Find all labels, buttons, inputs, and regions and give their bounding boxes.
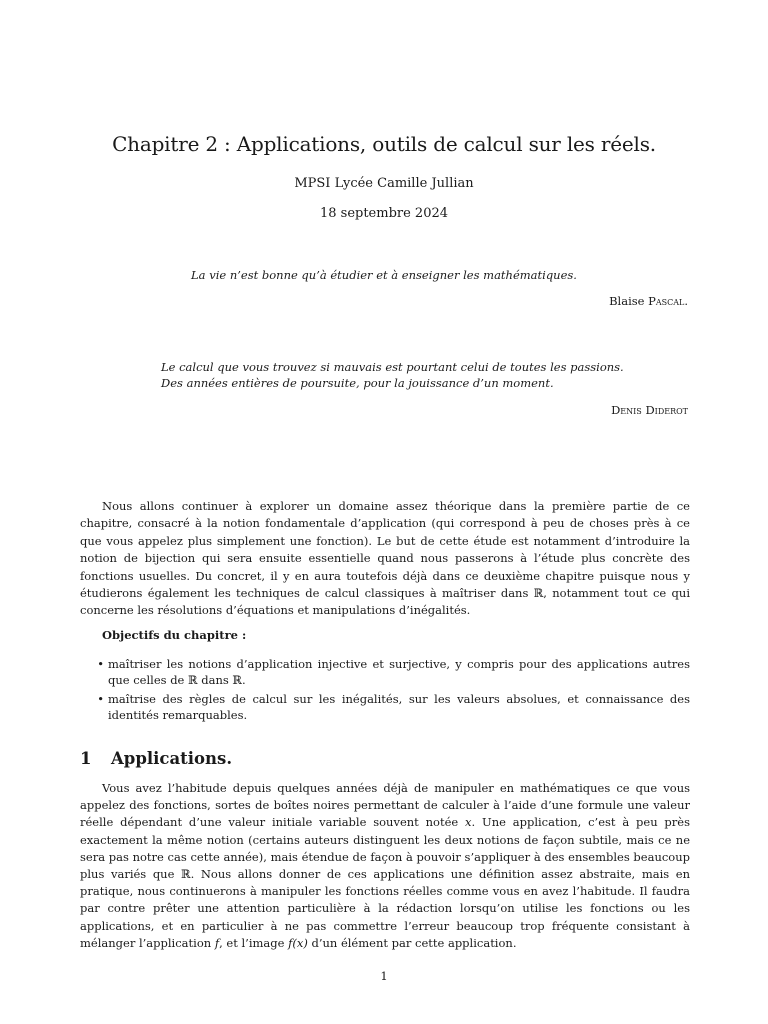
epigraph-diderot-quote [161,359,624,391]
section-text-part-3: , et l’image [219,935,289,950]
objective-item [80,656,690,689]
page-number: 1 [380,969,388,983]
epigraph-diderot-first-name: Denis [611,403,642,417]
section-text-part-1: Vous avez l’habitude depuis quelques années déjà de manipuler en mathématiques ce que vous appelez des fonctions, sortes de boîtes noires permettant de calculer à l’aide d’une formule une valeur réelle dépendant d’une valeur initiale variable souvent notée [80,781,690,830]
bullet-icon: • [97,691,104,706]
chapter-title: Chapitre 2 : Applications, outils de calcul sur les réels. [112,132,656,156]
section-paragraph [80,780,690,952]
objective-text: maîtriser les notions d’application injective et surjective, y compris pour des applications autres que celles de ℝ dans ℝ. [108,657,690,688]
date-line: 18 septembre 2024 [319,206,449,221]
section-heading [80,749,232,768]
epigraph-diderot-attribution [611,403,688,417]
math-variable-x: x [465,815,472,830]
epigraph-pascal-attribution [609,294,688,308]
section-text-part-4: d’un élément par cette application. [307,935,517,950]
objective-item [80,691,690,724]
bullet-icon: • [97,657,104,671]
objectives-list [80,656,690,726]
epigraph-pascal-first-name: Blaise [609,294,645,308]
objectives-heading: Objectifs du chapitre : [102,628,247,642]
author-line: MPSI Lycée Camille Jullian [294,176,474,191]
objective-text: maîtrise des règles de calcul sur les inégalités, sur les valeurs absolues, et connaissance des identités remarquables. [108,691,690,723]
intro-paragraph: Nous allons continuer à explorer un domaine assez théorique dans la première partie de ce chapitre, consacré à la notion fondamentale d’application (qui correspond à peu de choses près à ce que vous appelez plus simplement une fonction). Le but de cette étude est notamment d’introduire la notion de bijection qui sera ensuite essentielle quand nous passerons à l’étude plus concrète des fonctions usuelles. Du concret, il y en aura toutefois déjà dans ce deuxième chapitre puisque nous y étudierons également les techniques de calcul classiques à maîtriser dans ℝ, notamment tout ce qui concerne les résolutions d’équations et manipulations d’inégalités. [80,499,690,618]
epigraph-diderot-line-2: Des années entières de poursuite, pour la jouissance d’un moment. [161,376,554,390]
epigraph-diderot-last-name: Diderot [645,403,688,417]
epigraph-diderot-line-1: Le calcul que vous trouvez si mauvais est pourtant celui de toutes les passions. [161,360,624,374]
math-image-fx: f(x) [288,935,308,950]
math-function-f: f [214,935,220,950]
section-title: Applications. [111,749,233,768]
section-number: 1 [80,749,92,768]
epigraph-pascal-last-name: Pascal. [648,294,688,308]
section-text-part-2: . Une application, c’est à peu près exactement la même notion (certains auteurs distinguent les deux notions de façon subtile, mais ce ne sera pas notre cas cette année), mais étendue de façon à pouvoir s’appliquer à des ensembles beaucoup plus variés que ℝ. Nous allons donner de ces applications une définition assez abstraite, mais en pratique, nous continuerons à manipuler les fonctions réelles comme vous en avez l’habitude. Il faudra par contre prêter une attention particulière à la rédaction lorsqu’on utilise les fonctions ou les applications, et en particulier à ne pas commettre l’erreur beaucoup trop fréquente consistant à mélanger l’application [80,815,690,950]
epigraph-pascal-quote: La vie n’est bonne qu’à étudier et à enseigner les mathématiques. [191,268,577,282]
